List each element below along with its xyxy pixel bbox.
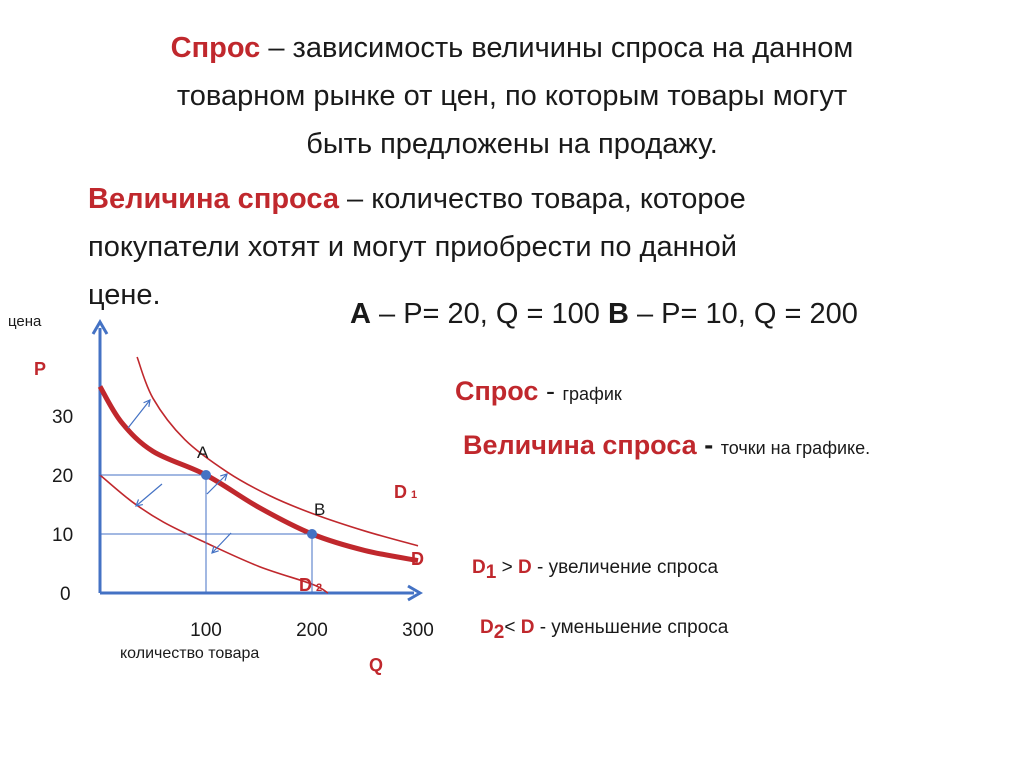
x-tick-label: 300: [402, 620, 434, 641]
curve-label-sub: 2: [316, 582, 323, 594]
x-axis-arrow: [408, 586, 420, 600]
y-axis-symbol: P: [34, 359, 47, 379]
x-axis-word: количество товара: [120, 645, 260, 662]
demand-definition-line-2: товарном рынке от цен, по которым товары могут: [176, 80, 848, 112]
points-note: [463, 430, 870, 461]
points-note-term: Величина спроса: [463, 430, 697, 460]
quantity-demanded-text-1: – количество товара, которое: [339, 183, 746, 215]
shift-arrow: [212, 533, 231, 553]
legend-increase-d1: D: [472, 557, 486, 578]
shift-arrow: [136, 484, 162, 506]
legend-decrease: [480, 617, 728, 644]
graph-note-term: Спрос: [455, 376, 539, 406]
y-tick-label: 0: [60, 584, 71, 605]
demand-term: Спрос: [170, 32, 261, 64]
legend-increase: [472, 557, 718, 584]
point-a-label: A: [350, 298, 371, 330]
legend-decrease-op: <: [504, 617, 521, 638]
y-axis-word: цена: [8, 313, 42, 330]
legend-increase-text: - увеличение спроса: [531, 557, 719, 578]
legend-decrease-d: D: [520, 617, 535, 638]
shift-arrow: [207, 474, 227, 494]
legend-increase-d: D: [517, 557, 532, 578]
y-tick-label: 30: [52, 407, 74, 428]
demand-curve-d: [100, 387, 418, 561]
point-a: [201, 470, 211, 480]
points-note-dash: -: [696, 430, 721, 460]
legend-increase-op: >: [496, 557, 518, 578]
x-tick-label: 200: [296, 620, 328, 641]
demand-graph-note: [455, 376, 622, 407]
demand-definition-text-1: – зависимость величины спроса на данном: [260, 32, 854, 64]
demand-curve-d1: [137, 357, 418, 546]
shift-arrow-head: [144, 400, 150, 407]
shift-arrow-head: [220, 474, 227, 481]
demand-definition-line-3: быть предложены на продажу.: [306, 128, 718, 160]
curve-label: D 2: [299, 575, 323, 595]
legend-increase-sub: 1: [485, 561, 497, 583]
quantity-demanded-term: Величина спроса: [88, 183, 339, 215]
x-tick-label: 100: [190, 620, 222, 641]
curve-label: D: [411, 549, 424, 569]
y-tick-label: 20: [52, 466, 74, 487]
curve-label: D 1: [394, 482, 418, 502]
graph-note-desc: график: [562, 384, 622, 404]
demand-definition-line-1: [0, 24, 1024, 72]
shift-arrow-head: [212, 546, 219, 553]
legend-decrease-d2: D: [480, 617, 494, 638]
point-b: [307, 529, 317, 539]
shift-arrow-head: [136, 499, 143, 506]
quantity-demanded-definition-line-1: [88, 175, 746, 223]
curve-label-sub: 1: [411, 489, 418, 501]
point-b-values: – P= 10, Q = 200: [628, 298, 858, 330]
demand-curve-d2: [100, 475, 328, 593]
point-a-values: – P= 20, Q = 100: [370, 298, 608, 330]
graph-note-dash: -: [538, 376, 563, 406]
points-note-desc: точки на графике.: [720, 438, 871, 458]
quantity-demanded-definition-line-2: покупатели хотят и могут приобрести по данной: [88, 231, 737, 263]
legend-decrease-sub: 2: [493, 621, 505, 643]
quantity-demanded-definition-line-3: цене.: [88, 279, 161, 311]
points-formula: [350, 298, 858, 331]
legend-decrease-text: - уменьшение спроса: [534, 617, 729, 638]
point-label: A: [197, 443, 209, 462]
point-b-label: B: [607, 298, 629, 330]
x-axis-symbol: Q: [369, 655, 384, 675]
point-label: B: [314, 500, 326, 519]
shift-arrow: [128, 400, 150, 428]
y-tick-label: 10: [52, 525, 74, 546]
y-axis-arrow: [93, 322, 107, 334]
